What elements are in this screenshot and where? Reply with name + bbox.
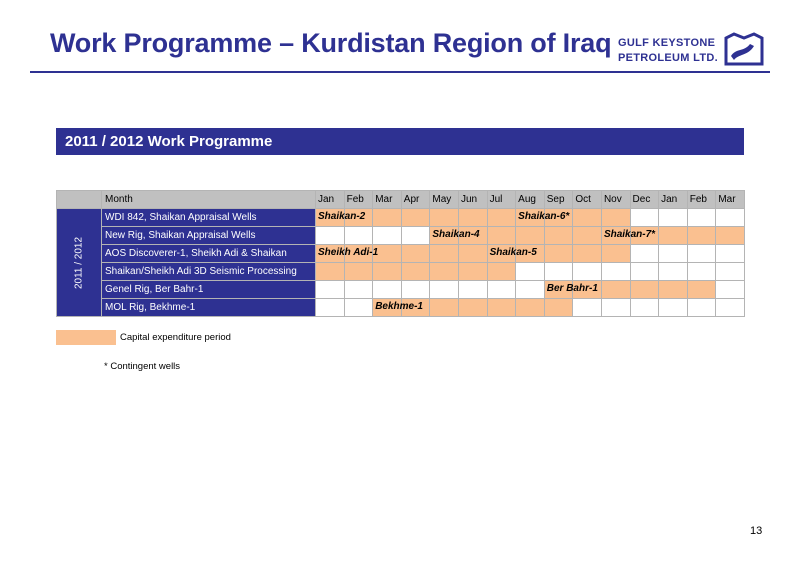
activity-name: Genel Rig, Ber Bahr-1 [102,281,316,299]
capex-period-cell [544,281,598,299]
month-header-cell: May [430,191,459,209]
capex-period-cell [544,299,573,317]
empty-month-cell [316,281,345,299]
capex-period-cell [373,209,402,227]
year-column [57,209,102,317]
capex-period-cell [458,299,487,317]
month-header-cell: Aug [516,191,545,209]
empty-month-cell [630,245,659,263]
empty-month-cell [401,227,430,245]
capex-period-cell [487,245,537,263]
company-logo [618,30,768,68]
capex-period-cell [687,227,716,245]
contingent-wells-footnote: * Contingent wells [104,361,181,372]
empty-month-cell [316,299,345,317]
capex-legend-swatch [56,330,116,345]
logo-line-2: PETROLEUM LTD. [618,52,718,64]
empty-month-cell [687,245,716,263]
empty-month-cell [573,299,602,317]
capex-period-cell [430,209,459,227]
well-label: Shaikan-5 [489,247,537,258]
well-label: Bekhme-1 [375,301,423,312]
capex-legend-label: Capital expenditure period [120,332,231,343]
empty-month-cell [344,227,373,245]
title-divider [30,71,770,73]
empty-month-cell [516,281,545,299]
empty-month-cell [716,263,745,281]
capex-period-cell [373,299,423,317]
month-header-cell: Nov [601,191,630,209]
month-header-cell: Jul [487,191,516,209]
capex-period-cell [344,263,373,281]
month-header-cell: Dec [630,191,659,209]
month-header-cell: Feb [687,191,716,209]
empty-month-cell [630,209,659,227]
capex-period-cell [316,209,366,227]
activity-name: AOS Discoverer-1, Sheikh Adi & Shaikan [102,245,316,263]
capex-period-cell [430,299,459,317]
capex-period-cell [401,263,430,281]
capex-period-cell [601,227,656,245]
capex-period-cell [516,227,545,245]
empty-month-cell [630,263,659,281]
capex-period-cell [601,245,630,263]
section-banner: 2011 / 2012 Work Programme [56,128,744,155]
capex-period-cell [487,209,516,227]
month-header-cell: Jun [458,191,487,209]
keystone-logo-icon [722,30,766,68]
capex-period-cell [401,245,430,263]
empty-month-cell [601,299,630,317]
empty-month-cell [659,263,688,281]
activity-name: New Rig, Shaikan Appraisal Wells [102,227,316,245]
activity-row [57,209,745,227]
month-header-cell: Sep [544,191,573,209]
empty-month-cell [687,263,716,281]
capex-period-cell [601,209,630,227]
activity-row [57,245,745,263]
empty-month-cell [373,281,402,299]
capex-period-cell [659,281,688,299]
month-header-cell: Jan [659,191,688,209]
empty-month-cell [544,263,573,281]
empty-month-cell [716,281,745,299]
empty-month-cell [716,209,745,227]
activity-row [57,227,745,245]
capex-period-cell [630,281,659,299]
work-programme-table [56,190,745,317]
capex-period-cell [373,263,402,281]
empty-month-cell [573,263,602,281]
well-label: Shaikan-4 [432,229,480,240]
activity-row [57,263,745,281]
capex-period-cell [487,263,516,281]
capex-period-cell [659,227,688,245]
capex-period-cell [716,227,745,245]
empty-month-cell [373,227,402,245]
month-header-cell: Mar [373,191,402,209]
page-number: 13 [750,525,763,537]
month-header-label: Month [102,191,316,209]
activity-name: Shaikan/Sheikh Adi 3D Seismic Processing [102,263,316,281]
empty-month-cell [344,281,373,299]
empty-month-cell [716,245,745,263]
month-header-cell: Mar [716,191,745,209]
capex-period-cell [687,281,716,299]
capex-period-cell [458,245,487,263]
capex-period-cell [573,227,602,245]
well-label: Shaikan-2 [318,211,366,222]
empty-month-cell [516,263,545,281]
month-header-cell: Apr [401,191,430,209]
empty-month-cell [430,281,459,299]
month-header-cell: Feb [344,191,373,209]
capex-period-cell [458,209,487,227]
month-header-cell: Oct [573,191,602,209]
capex-period-cell [573,209,602,227]
activity-name: WDI 842, Shaikan Appraisal Wells [102,209,316,227]
well-label: Shaikan-7* [603,229,656,240]
empty-month-cell [687,209,716,227]
header-corner [57,191,102,209]
empty-month-cell [458,281,487,299]
well-label: Ber Bahr-1 [546,283,598,294]
capex-period-cell [430,227,480,245]
activity-row [57,299,745,317]
empty-month-cell [659,245,688,263]
empty-month-cell [344,299,373,317]
empty-month-cell [687,299,716,317]
capex-period-cell [430,245,459,263]
activity-row [57,281,745,299]
empty-month-cell [630,299,659,317]
capex-period-cell [573,245,602,263]
month-header-row [57,191,745,209]
capex-period-cell [516,209,570,227]
activity-name: MOL Rig, Bekhme-1 [102,299,316,317]
year-label: 2011 / 2012 [73,236,85,289]
logo-line-1: GULF KEYSTONE [618,37,716,49]
logo-text [618,36,718,66]
empty-month-cell [716,299,745,317]
capex-period-cell [544,227,573,245]
empty-month-cell [401,281,430,299]
month-header-cell: Jan [316,191,345,209]
page-title: Work Programme – Kurdistan Region of Iraq [50,28,612,58]
capex-period-cell [487,299,516,317]
capex-period-cell [487,227,516,245]
capex-period-cell [544,245,573,263]
empty-month-cell [659,299,688,317]
empty-month-cell [601,263,630,281]
empty-month-cell [659,209,688,227]
capex-period-cell [316,263,345,281]
well-label: Sheikh Adi-1 [318,247,379,258]
capex-period-cell [430,263,459,281]
empty-month-cell [316,227,345,245]
capex-period-cell [401,209,430,227]
capex-period-cell [601,281,630,299]
empty-month-cell [487,281,516,299]
well-label: Shaikan-6* [518,211,570,222]
capex-period-cell [458,263,487,281]
capex-period-cell [316,245,379,263]
capex-period-cell [516,299,545,317]
